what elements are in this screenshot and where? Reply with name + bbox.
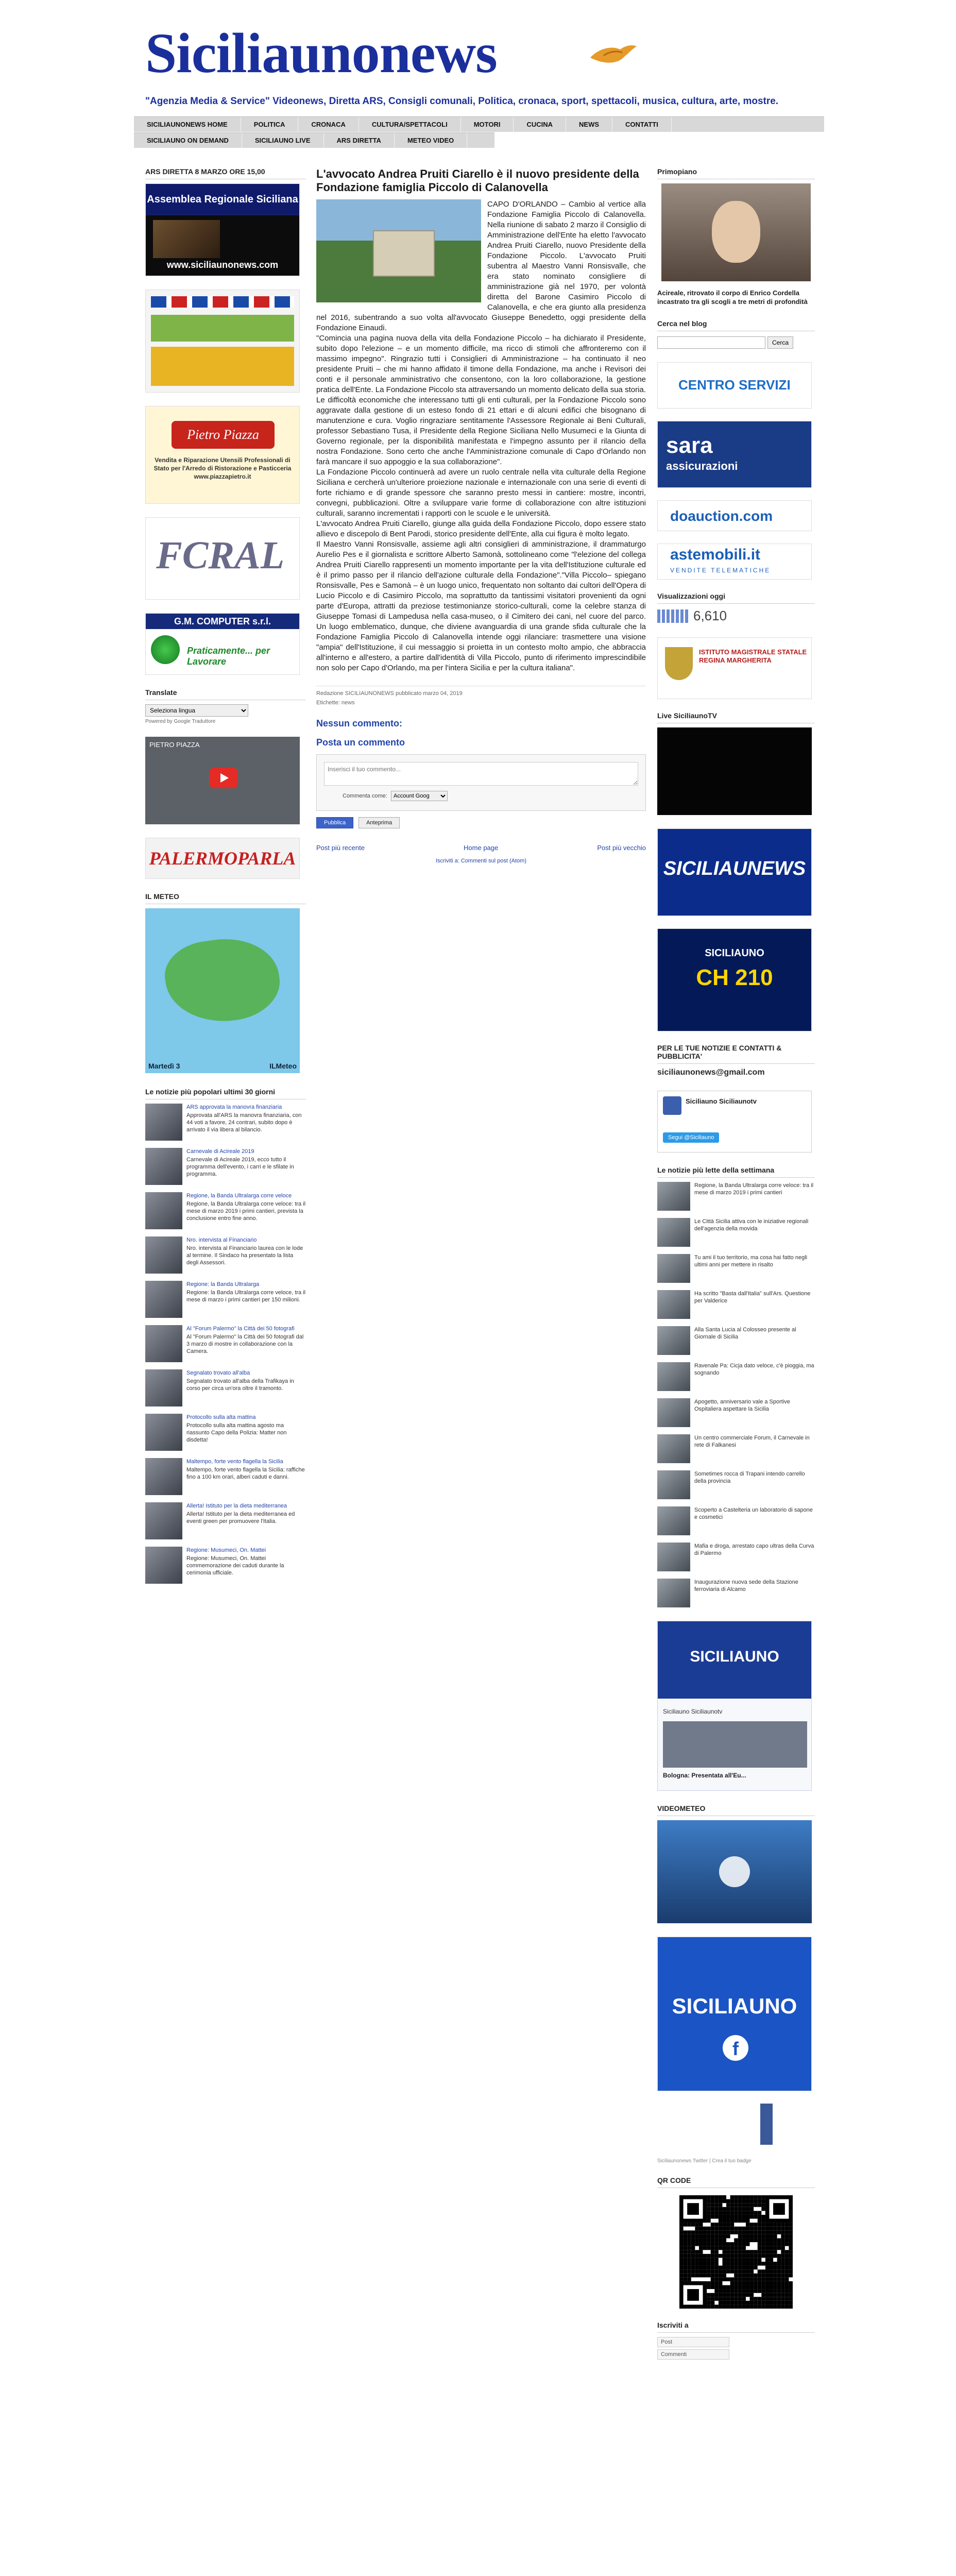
week-post-item[interactable]: [657, 1579, 815, 1607]
feed-item[interactable]: Commenti: [657, 2349, 729, 2360]
palermoparla-logo: PALERMOPARLA: [149, 848, 296, 869]
page: [134, 0, 824, 2576]
week-post-thumb[interactable]: [657, 1579, 690, 1607]
publish-button[interactable]: Pubblica: [316, 817, 353, 828]
popular-post-text: [186, 1148, 306, 1185]
popular-posts-list: [145, 1104, 306, 1584]
contact-email[interactable]: siciliaunonews@gmail.com: [657, 1068, 765, 1077]
popular-post-snippet: Segnalato trovato all'alba della Trafikaya in corso per circa un'ora oltre il tramonto.: [186, 1378, 294, 1392]
doauction-logo: doauction.com: [670, 508, 773, 524]
left-sidebar: [145, 167, 306, 1591]
facebook-widget: [657, 1621, 815, 1791]
popular-post-thumb[interactable]: [145, 1414, 182, 1451]
video-title: PIETRO PIAZZA: [149, 741, 200, 749]
popular-post-text: [186, 1502, 306, 1539]
search-button[interactable]: Cerca: [767, 336, 793, 349]
gm-computer-name: G.M. COMPUTER s.r.l.: [146, 614, 299, 629]
visits-graph-icon: [657, 609, 688, 623]
bird-logo-icon: [588, 38, 638, 71]
week-post-text[interactable]: Tu ami il tuo territorio, ma cosa hai fatto negli ultimi anni per mettere in risalto: [694, 1255, 808, 1268]
post-labels[interactable]: Etichette: news: [316, 700, 355, 706]
popular-post-title[interactable]: Segnalato trovato all'alba: [186, 1370, 250, 1376]
post-paragraph: "Comincia una pagina nuova della vita della Fondazione Piccolo – ha dichiarato il Presidente, subito dopo l'elezione – e un momento difficile, ma ricco di stimoli che affronteremo con il massimo impegno". Ringrazio tutti i Consiglieri di Amministrazione – ha continuato il neo presidente Pruiti – che mi hanno affidato il timone della Fondazione, ma anche i Revisori dei conti e il personale amministrativo che consentono, con la loro collaborazione, la gestione pratica dell'Ente. La Fondazione Piccolo sta attraversando un momento delicato della sua storia. Le difficoltà economiche che interessano tutti gli enti culturali, per la Fondazione Piccolo sono aggravate dalla gestione di un esteso fondo di 21 ettari e di alcuni edifici che bisognano di manutenzione e cura. Voglio ringraziare sentitamente l'Assessore Regionale ai Beni Culturali, professor Sebastiano Tusa, il Presidente della Regione Siciliana Nello Musumeci e la Giunta di Governo regionale, per la disponibilità manifestata e l'impegno assunto per il rilancio della nostra Fondazione. Sono certo che anche l'Amministrazione comunale di Capo d'Orlando non farà mancare il suo appoggio e la sua collaborazione".: [316, 334, 646, 466]
palermoparla-banner[interactable]: [145, 838, 300, 879]
popular-post-item[interactable]: [145, 1148, 306, 1185]
visits-counter: [657, 608, 815, 624]
primopiano-photo[interactable]: [661, 183, 811, 281]
comment-as-select[interactable]: [391, 791, 448, 801]
centro-servizi-logo: CENTRO SERVIZI: [678, 377, 791, 393]
popular-post-snippet: Regione: Musumeci, On. Mattei commemorazione dei caduti durante la cerimonia ufficiale.: [186, 1555, 284, 1576]
post-comment-heading: Posta un commento: [316, 737, 405, 748]
sara-banner[interactable]: [657, 421, 812, 488]
pietro-piazza-video[interactable]: [145, 737, 300, 824]
main-content: [316, 167, 646, 864]
gm-computer-banner[interactable]: [145, 613, 300, 675]
week-post-text[interactable]: Un centro commerciale Forum, il Carnevale in rete di Falkanesi: [694, 1435, 810, 1448]
doauction-banner[interactable]: [657, 500, 812, 531]
week-post-thumb[interactable]: [657, 1326, 690, 1355]
blog-pager: [316, 844, 646, 852]
videometeo-player[interactable]: [657, 1820, 812, 1923]
week-post-item[interactable]: [657, 1254, 815, 1283]
ars-banner[interactable]: [145, 183, 300, 276]
popular-post-item[interactable]: [145, 1104, 306, 1141]
week-post-thumb[interactable]: [657, 1470, 690, 1499]
week-post-thumb[interactable]: [657, 1290, 690, 1319]
meteo-map[interactable]: [145, 908, 300, 1073]
older-post-link[interactable]: Post più vecchio: [597, 844, 646, 852]
ars-banner-photo: [153, 220, 220, 258]
popular-post-text: [186, 1236, 306, 1274]
post-paragraph: CAPO D'ORLANDO – Cambio al vertice alla Fondazione Famiglia Piccolo di Calanovella. Nella riunione di sabato 2 marzo il Consiglio di Amministrazione dell'Ente ha eletto l'avvocato Andrea Pruiti Ciarello, nuovo Presidente della Fondazione Piccolo. L'avvocato Pruiti subentra al Maestro Vanni Ronsisvalle, che era stato nominato consigliere di amministrazione già nel 1970, per volontà diretta del Barone Casimiro Piccolo di Calanovella, e che era giunto alla presidenza nel 2016, subentrando a suo volta all'avvocato Giuseppe Benedetto, oggi presidente della Fondazione Einaudi.: [316, 200, 646, 332]
pietro-piazza-logo: Pietro Piazza: [172, 421, 275, 449]
nav-item-news[interactable]: NEWS: [566, 117, 612, 132]
nav-item-cucina[interactable]: CUCINA: [514, 117, 566, 132]
subscribe-comments-link[interactable]: Iscriviti a: Commenti sul post (Atom): [435, 858, 527, 864]
nav-item-cronaca[interactable]: CRONACA: [298, 117, 358, 132]
post-paragraph: Il Maestro Vanni Ronsisvalle, assieme agli altri consiglieri di amministrazione, il drammaturgo Aurelio Pes e il giornalista e scrittore Alberto Samonà, sottolineano come "l'elezione del collega Andrea Pruiti Ciarello rappresenti un momento importante per la vita dell'Istituzione culturale ed è il primo passo per il rilancio dell'azione culturale della Fondazione"."Villa Piccolo– spiegano Ronsisvalle, Pes e Samonà – è un luogo unico, frequentato non soltanto dai cultori dell'Opera di Lucio Piccolo e di Casimiro Piccolo, ma soprattutto da tantissimi visitatori provenienti da ogni parte d'Europa, attratti da preziose testimonianze storico-culturali, come la celebre stanza di Giuseppe Tomasi di Lampedusa nella casa-museo, o il Cimitero dei cani, nel cuore del parco. Un luogo emblematico, dunque, che diviene avanguardia di una grande sfida culturale che la Fondazione Famiglia Piccolo di Calanovella intende oggi rilanciare: trasmettere una visione "ampia" dell'Istituzione, il cui messaggio si proietta in un contesto molto ampio, che abbraccia all'interno e all'estero, a partire dall'identità di Villa Piccolo, punto di riferimento imprescindibile non solo per Capo d'Orlando, ma per l'intera Sicilia e per la cultura italiana".: [316, 540, 646, 672]
ars-banner-url: www.siciliaunonews.com: [166, 260, 279, 270]
nav-item-contatti[interactable]: CONTATTI: [612, 117, 672, 132]
popular-post-text: [186, 1104, 306, 1141]
eu-funds-banner[interactable]: [145, 290, 300, 393]
nav-item-siciliauno-on-demand[interactable]: SICILIAUNO ON DEMAND: [134, 133, 242, 148]
week-post-thumb[interactable]: [657, 1434, 690, 1463]
nav-item-ars-diretta[interactable]: ARS DIRETTA: [324, 133, 395, 148]
play-icon[interactable]: [719, 1856, 750, 1887]
popular-post-item[interactable]: [145, 1414, 306, 1451]
istituto-banner[interactable]: [657, 637, 812, 699]
twitter-widget: [657, 1091, 815, 1153]
popular-post-item[interactable]: [145, 1236, 306, 1274]
ars-banner-title: Assemblea Regionale Siciliana: [146, 184, 299, 215]
week-post-item[interactable]: [657, 1470, 815, 1499]
popular-post-text: [186, 1192, 306, 1229]
facebook-cover: [658, 1621, 811, 1699]
week-post-item[interactable]: [657, 1218, 815, 1247]
week-post-thumb[interactable]: [657, 1182, 690, 1211]
gm-logo-icon: [151, 635, 180, 664]
nav-item-motori[interactable]: MOTORI: [461, 117, 514, 132]
siciliaunews-logo: SICILIAUNEWS: [663, 858, 806, 879]
sicily-island-shape: [161, 931, 284, 1029]
facebook-icon: f: [723, 2035, 748, 2061]
facebook-post-image: [663, 1721, 807, 1768]
channel-number: CH 210: [696, 965, 773, 990]
feed-list: [657, 2337, 815, 2360]
astemobili-tagline: VENDITE TELEMATICHE: [670, 567, 771, 574]
search-widget: [657, 319, 815, 349]
popular-post-thumb[interactable]: [145, 1458, 182, 1495]
astemobili-banner[interactable]: [657, 544, 812, 580]
twitter-avatar: [663, 1096, 681, 1115]
twitter-follow-button[interactable]: Segui @Siciliauno: [663, 1132, 719, 1143]
week-post-item[interactable]: [657, 1290, 815, 1319]
qr-code-icon: [679, 2195, 793, 2309]
fcral-logo: FCRAL: [156, 534, 285, 577]
meteo-brand: ILMeteo: [269, 1062, 297, 1070]
popular-post-item[interactable]: [145, 1192, 306, 1229]
popular-post-snippet: Approvata all'ARS la manovra finanziaria, con 44 voti a favore, 24 contrari, subito dopo è arrivato il via libera al bilancio.: [186, 1112, 302, 1133]
popular-post-snippet: Carnevale di Acireale 2019, ecco tutto il programma dell'evento, i carri e le sfilate in programma.: [186, 1157, 294, 1177]
crest-icon: [665, 647, 693, 680]
pietro-piazza-banner[interactable]: [145, 406, 300, 504]
week-post-item[interactable]: [657, 1434, 815, 1463]
eu-panel-yellow: [151, 347, 294, 386]
translate-powered: Powered by Google Traduttore: [145, 719, 216, 724]
search-row: [657, 336, 815, 349]
translate-title: Translate: [145, 688, 306, 700]
pietro-piazza-text: [151, 456, 294, 481]
nav-item-meteo-video[interactable]: METEO VIDEO: [395, 133, 467, 148]
post-image: [316, 199, 481, 302]
gm-computer-tagline: Praticamente... per Lavorare: [187, 646, 270, 667]
visits-count: 6,610: [693, 608, 727, 623]
live-player[interactable]: [657, 727, 812, 815]
meteo-title: IL METEO: [145, 892, 306, 904]
popular-post-text: [186, 1369, 306, 1406]
istituto-name: ISTITUTO MAGISTRALE STATALE REGINA MARGHERITA: [699, 648, 807, 664]
week-post-thumb[interactable]: [657, 1398, 690, 1427]
facebook-page-name[interactable]: Siciliauno Siciliaunotv: [663, 1708, 723, 1715]
qr-title: QR CODE: [657, 2176, 815, 2188]
week-post-text[interactable]: Apogetto, anniversario vale a Sportive Ospitaliera aspettare la Sicilia: [694, 1399, 790, 1412]
eu-panel-green: [151, 315, 294, 342]
site-title[interactable]: Siciliaunonews: [145, 22, 497, 84]
sara-logo: sara: [666, 433, 713, 458]
flags-strip: [151, 296, 294, 308]
right-sidebar: [657, 167, 815, 2362]
primopiano-desc[interactable]: Acireale, ritrovato il corpo di Enrico Cordella incastrato tra gli scogli a tre metri di profondità: [657, 289, 808, 306]
popular-post-thumb[interactable]: [145, 1104, 182, 1141]
popular-post-thumb[interactable]: [145, 1369, 182, 1406]
nav-item-siciliauno-live[interactable]: SICILIAUNO LIVE: [242, 133, 324, 148]
translate-widget: [145, 688, 306, 724]
post-title[interactable]: L'avvocato Andrea Pruiti Ciarello è il nuovo presidente della Fondazione famiglia Piccolo di Calanovella: [316, 167, 639, 194]
week-post-thumb[interactable]: [657, 1218, 690, 1247]
popular-post-title[interactable]: Maltempo, forte vento flagella la Sicilia: [186, 1459, 283, 1465]
home-link[interactable]: Home page: [464, 844, 499, 852]
nav-item-politica[interactable]: POLITICA: [241, 117, 299, 132]
visits-title: Visualizzazioni oggi: [657, 592, 815, 604]
facebook-post-title[interactable]: Bologna: Presentata all'Eu...: [663, 1772, 746, 1779]
week-post-text[interactable]: Alla Santa Lucia al Colosseo presente al Giornale di Sicilia: [694, 1327, 796, 1340]
popular-post-title[interactable]: Regione, la Banda Ultralarga corre veloce: [186, 1193, 292, 1199]
week-post-text[interactable]: Scoperto a Castelteria un laboratorio di sapone e cosmetici: [694, 1507, 813, 1520]
siciliaunews-banner[interactable]: [657, 828, 812, 916]
week-post-text[interactable]: Inaugurazione nuova sede della Stazione ferroviaria di Alcamo: [694, 1579, 798, 1592]
nav-item-cultura-spettacoli[interactable]: CULTURA/SPETTACOLI: [359, 117, 461, 132]
popular-post-thumb[interactable]: [145, 1148, 182, 1185]
week-post-item[interactable]: [657, 1362, 815, 1391]
popular-post-snippet: Regione: la Banda Ultralarga corre veloce, tra il mese di marzo i primi cantieri per 150 milioni.: [186, 1290, 306, 1303]
popular-post-text: [186, 1547, 306, 1584]
popular-post-item[interactable]: [145, 1502, 306, 1539]
post-paragraph: La Fondazione Piccolo continuerà ad avere un ruolo centrale nella vita culturale della Regione Siciliana e cercherà un'ulteriore proiezione nazionale e internazionale con una serie di eventi di forte richiamo e di grande spessore che saranno presto messi in cantiere: mostre, incontri, convegni, pubblicazioni. Oltre a sviluppare varie forme di collaborazione con altre istituzioni culturali, saranno incrementati i rapporti con le scuole e le università.: [316, 468, 646, 518]
comment-actions: [316, 817, 646, 828]
popular-post-snippet: Nro. intervista al Financiario laurea con le lode al termine. Il Sindaco ha presentato la lista degli Assessori.: [186, 1245, 303, 1266]
facebook-page-box[interactable]: [657, 1621, 812, 1791]
week-post-text[interactable]: Le Città Sicilia attiva con le iniziative regionali dell'agenzia della movida: [694, 1218, 809, 1232]
meteo-day: Martedì 3: [148, 1062, 180, 1070]
post-paragraph: L'avvocato Andrea Pruiti Ciarello, giunge alla guida della Fondazione Piccolo, dopo essere stato allievo e discepolo di Bent Parodi, storico presidente dell'Ente, alla cui figura è molto legato.: [316, 519, 646, 538]
popular-post-item[interactable]: [145, 1458, 306, 1495]
comment-as-label: Commenta come:: [343, 793, 387, 799]
preview-button[interactable]: Anteprima: [358, 817, 400, 828]
nav-item-siciliaunonews-home[interactable]: SICILIAUNONEWS HOME: [134, 117, 241, 132]
week-post-thumb[interactable]: [657, 1254, 690, 1283]
popular-post-snippet: Al "Forum Palermo" la Città dei 50 fotografi dal 3 marzo di mostre in collaborazione con la Camera.: [186, 1334, 304, 1354]
week-post-item[interactable]: [657, 1543, 815, 1571]
popular-post-thumb[interactable]: [145, 1325, 182, 1362]
comments-heading: Nessun commento:: [316, 718, 403, 728]
popular-post-thumb[interactable]: [145, 1236, 182, 1274]
popular-post-text: [186, 1325, 306, 1362]
week-post-thumb[interactable]: [657, 1543, 690, 1571]
centro-servizi-banner[interactable]: [657, 362, 812, 409]
post-footer: [316, 686, 646, 697]
primopiano-title: Primopiano: [657, 167, 815, 179]
popular-post-thumb[interactable]: [145, 1547, 182, 1584]
popular-post-snippet: Protocollo sulla alta mattina agosto ma riassunto Capo della Polizia: Matter non disdetta!: [186, 1422, 287, 1443]
ars-widget-title: ARS DIRETTA 8 MARZO ORE 15,00: [145, 167, 306, 179]
comment-textarea[interactable]: [324, 762, 638, 786]
week-post-text[interactable]: Sometimes rocca di Trapani intendo carrello della provincia: [694, 1471, 805, 1484]
search-title: Cerca nel blog: [657, 319, 815, 331]
play-icon[interactable]: [209, 768, 238, 788]
popular-post-item[interactable]: [145, 1281, 306, 1318]
popular-post-title[interactable]: Regione: Musumeci, On. Mattei: [186, 1547, 266, 1553]
popular-post-title[interactable]: Protocollo sulla alta mattina: [186, 1414, 256, 1420]
popular-post-thumb[interactable]: [145, 1502, 182, 1539]
site-description: "Agenzia Media & Service" Videonews, Diretta ARS, Consigli comunali, Politica, cronaca, sport, spettacoli, musica, cultura, arte, mostre.: [145, 96, 779, 107]
week-post-text[interactable]: Ravenale Pa: Cicja dato veloce, c'è pioggia, ma sognando: [694, 1363, 814, 1376]
popular-post-title[interactable]: ARS approvata la manovra finanziaria: [186, 1104, 282, 1110]
popular-post-snippet: Regione, la Banda Ultralarga corre veloce: tra il mese di marzo 2019 i primi cantieri, prevista la conclusione entro fine anno.: [186, 1201, 306, 1222]
twitter-name[interactable]: Siciliauno Siciliaunotv: [686, 1097, 757, 1105]
pietro-piazza-desc: Vendita e Riparazione Utensili Professionali di Stato per l'Arredo di Ristorazione e Pasticceria: [153, 456, 292, 472]
siciliauno-label: SICILIAUNO: [672, 1994, 797, 2018]
comment-form: [316, 754, 646, 811]
siciliauno-facebook-banner[interactable]: [657, 1937, 812, 2091]
facebook-side-tab[interactable]: [760, 2104, 773, 2145]
site-header: [134, 0, 824, 116]
popular-post-title[interactable]: Regione: la Banda Ultralarga: [186, 1281, 260, 1287]
popular-post-text: [186, 1414, 306, 1451]
post-author-date: Redazione SICILIAUNONEWS pubblicato marzo 04, 2019: [316, 690, 463, 697]
astemobili-logo: astemobili.it: [670, 546, 761, 563]
language-select[interactable]: [145, 704, 248, 717]
popular-post-item[interactable]: [145, 1369, 306, 1406]
villa-shape: [373, 230, 435, 277]
popular-post-title[interactable]: Al "Forum Palermo" la Città dei 50 fotografi: [186, 1326, 295, 1332]
newer-post-link[interactable]: Post più recente: [316, 844, 365, 852]
twitter-card: [657, 1091, 812, 1153]
contacts-widget: [657, 1044, 815, 1077]
week-post-item[interactable]: [657, 1326, 815, 1355]
visits-widget: [657, 592, 815, 624]
week-posts-list: [657, 1182, 815, 1607]
popular-post-text: [186, 1281, 306, 1318]
fcral-banner[interactable]: [145, 517, 300, 600]
facebook-cover-label: SICILIAUNO: [690, 1648, 779, 1665]
popular-posts-title: Le notizie più popolari ultimi 30 giorni: [145, 1088, 306, 1099]
week-post-item[interactable]: [657, 1506, 815, 1535]
subscribe-title: Iscriviti a: [657, 2321, 815, 2333]
popular-post-title[interactable]: Nro. intervista al Financiario: [186, 1237, 257, 1243]
week-post-text[interactable]: Regione, la Banda Ultralarga corre veloce: tra il mese di marzo 2019 i primi cantieri: [694, 1182, 814, 1196]
channel-banner[interactable]: [657, 928, 812, 1031]
week-post-item[interactable]: [657, 1398, 815, 1427]
popular-post-text: [186, 1458, 306, 1495]
popular-post-snippet: Maltempo, forte vento flagella la Sicilia: raffiche fino a 100 km orari, alberi caduti e danni.: [186, 1467, 305, 1480]
search-input[interactable]: [657, 336, 765, 349]
week-post-thumb[interactable]: [657, 1362, 690, 1391]
popular-post-snippet: Allerta! Istituto per la dieta mediterranea ed eventi green per promuovere l'Italia.: [186, 1511, 295, 1524]
week-post-text[interactable]: Mafia e droga, arrestato capo ultras della Curva di Palermo: [694, 1543, 814, 1556]
facebook-badge-link[interactable]: Siciliaunonews Twitter | Crea il tuo badge: [657, 2158, 752, 2164]
face-shape: [712, 201, 760, 263]
popular-post-title[interactable]: Allerta! Istituto per la dieta mediterranea: [186, 1503, 287, 1509]
secondary-nav: [134, 132, 494, 148]
channel-name: SICILIAUNO: [705, 947, 764, 959]
popular-post-thumb[interactable]: [145, 1192, 182, 1229]
primopiano-widget: [657, 167, 815, 306]
week-post-text[interactable]: Ha scritto "Basta dall'Italia" sull'Ars. Questione per Valderice: [694, 1291, 811, 1304]
pietro-piazza-url: www.piazzapietro.it: [194, 473, 251, 480]
week-post-thumb[interactable]: [657, 1506, 690, 1535]
week-post-item[interactable]: [657, 1182, 815, 1211]
popular-post-title[interactable]: Carnevale di Acireale 2019: [186, 1148, 254, 1155]
popular-post-item[interactable]: [145, 1547, 306, 1584]
week-posts-title: Le notizie più lette della settimana: [657, 1166, 815, 1178]
videometeo-title: VIDEOMETEO: [657, 1804, 815, 1816]
contacts-title: PER LE TUE NOTIZIE E CONTATTI & PUBBLICITA': [657, 1044, 815, 1064]
live-title: Live SiciliaunoTV: [657, 711, 815, 723]
popular-post-thumb[interactable]: [145, 1281, 182, 1318]
feed-item[interactable]: Post: [657, 2337, 729, 2347]
popular-post-item[interactable]: [145, 1325, 306, 1362]
main-nav: [134, 116, 824, 132]
sara-sub: assicurazioni: [666, 460, 738, 472]
